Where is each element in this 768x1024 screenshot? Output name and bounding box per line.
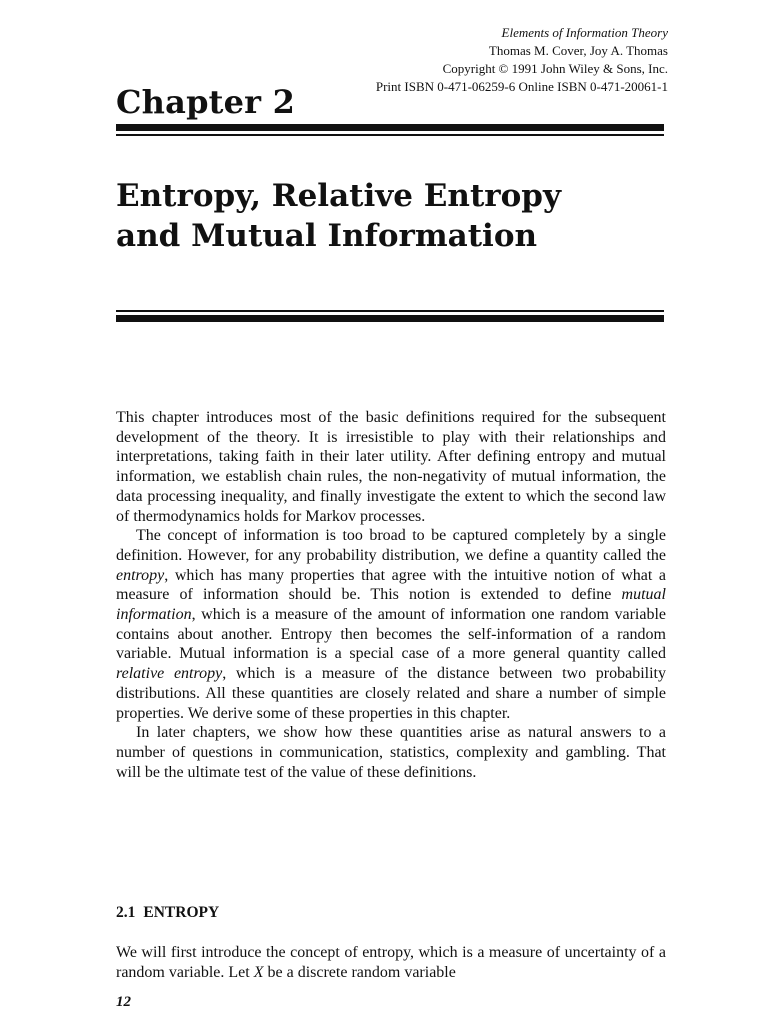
section-body: [116, 943, 666, 982]
chapter-title-line-2: and Mutual Information: [116, 218, 538, 254]
intro-paragraph-2-part-b: , which has many properties that agree with the intuitive notion of what a measure of information should be. This notion is extended to define: [116, 566, 666, 604]
term-entropy: entropy: [116, 566, 165, 584]
intro-paragraph-2: [116, 526, 666, 723]
term-mutual-information: mutual information: [116, 586, 666, 624]
intro-paragraph-1: This chapter introduces most of the basic definitions required for the subsequent development of the theory. It is irresistible to play with their relationships and interpretations, taking faith in their later utility. After defining entropy and mutual information, we establish chain rules, the non-negativity of mutual information, the data processing inequality, and finally investigate the extent to which the second law of thermodynamics holds for Markov processes.: [116, 409, 666, 525]
page-number: 12: [116, 994, 131, 1010]
book-title: Elements of Information Theory: [501, 25, 668, 40]
bottom-rule-thin: [116, 310, 664, 312]
authors: Thomas M. Cover, Joy A. Thomas: [488, 43, 668, 58]
section-paragraph: [116, 943, 666, 982]
section-heading: [116, 903, 219, 923]
intro-paragraph-2-part-a: The concept of information is too broad to be captured completely by a single definition. However, for any probability distribution, we define a quantity called the: [116, 527, 666, 564]
section-title: ENTROPY: [143, 904, 220, 921]
section-paragraph-part-a: We will first introduce the concept of entropy, which is a measure of uncertainty of a random variable. Let: [116, 944, 666, 981]
intro-paragraph-2-part-c: , which is a measure of the amount of information one random variable contains about another. Entropy then becomes the self-information of a random variable. Mutual information is a special case of a more general quantity called: [116, 606, 666, 663]
top-rule-thick: [116, 124, 664, 131]
section-paragraph-part-b: be a discrete random variable: [263, 963, 456, 981]
top-rule-thin: [116, 134, 664, 136]
bottom-rule-thick: [116, 315, 664, 322]
chapter-title-line-1: Entropy, Relative Entropy: [116, 178, 561, 214]
chapter-title: [116, 176, 676, 256]
section-number: 2.1: [116, 904, 136, 921]
intro-paragraph-2-part-d: , which is a measure of the distance between two probability distributions. All these quantities are closely related and share a number of simple properties. We derive some of these properties in this chapter.: [116, 665, 666, 722]
term-relative-entropy: relative entropy: [116, 665, 223, 683]
isbn: Print ISBN 0-471-06259-6 Online ISBN 0-471-20061-1: [375, 79, 668, 94]
copyright: Copyright © 1991 John Wiley & Sons, Inc.: [442, 61, 668, 76]
chapter-label: Chapter 2: [116, 83, 296, 121]
variable-x: X: [253, 963, 264, 981]
intro-paragraph-3: In later chapters, we show how these quantities arise as natural answers to a number of questions in communication, statistics, complexity and gambling. That will be the ultimate test of the value of these definitions.: [116, 724, 666, 781]
citation-block: [376, 24, 668, 96]
intro-text: [116, 408, 666, 782]
